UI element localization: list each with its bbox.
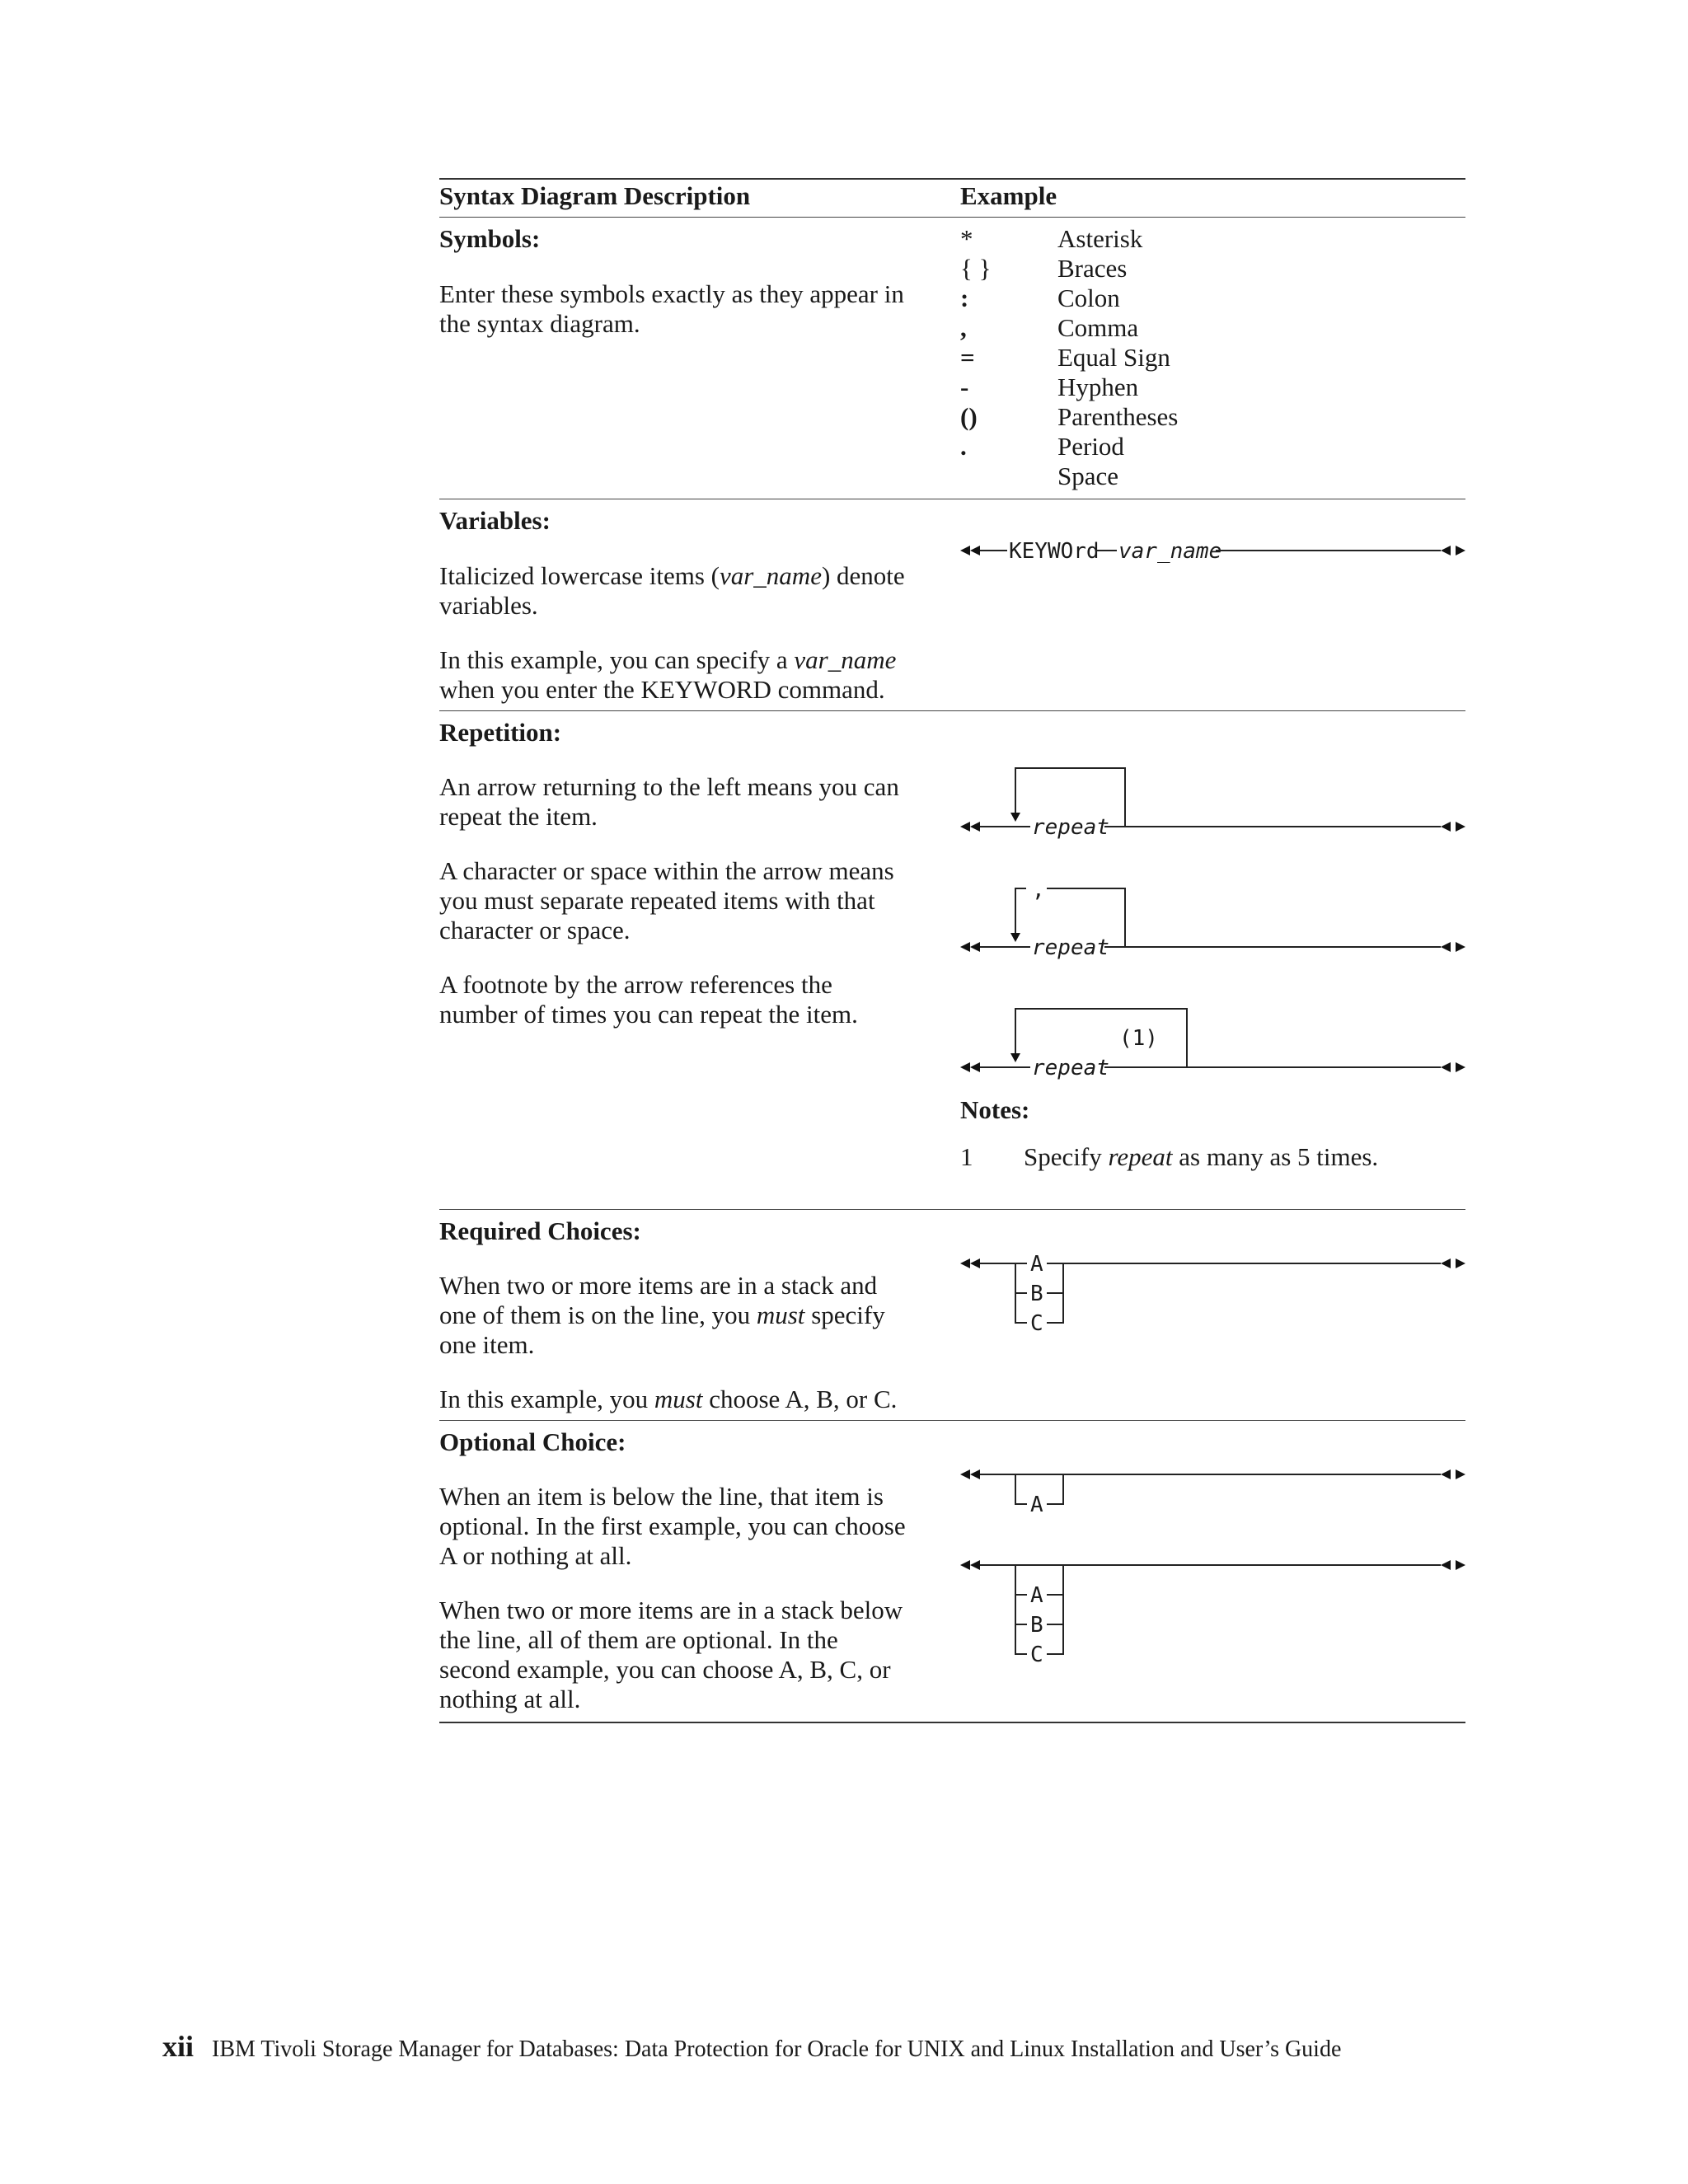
required-choices-diagram (960, 1252, 1465, 1336)
variables-diagram (960, 539, 1465, 564)
required-para2: In this example, you must choose A, B, or C. (439, 1385, 898, 1413)
col2-header: Example (960, 181, 1057, 210)
optional-para1-line1: When an item is below the line, that item is (439, 1482, 884, 1511)
repetition-para2-line1: A character or space within the arrow means (439, 856, 894, 885)
repetition-para3-line2: number of times you can repeat the item. (439, 1000, 858, 1029)
optional-para1-line2: optional. In the first example, you can choose (439, 1511, 906, 1540)
optional-choice-diagram-1 (960, 1469, 1465, 1517)
footnote-ref: (1) (1119, 1026, 1158, 1051)
optional-para1-line3: A or nothing at all. (439, 1541, 632, 1570)
symbol-glyph: = (960, 343, 975, 372)
variables-para1-line1: Italicized lowercase items (var_name) denote (439, 561, 905, 590)
required-para1-line2: one of them is on the line, you must specify (439, 1301, 885, 1329)
symbol-glyph: { } (960, 254, 992, 283)
variables-para2-line1: In this example, you can specify a var_name (439, 645, 897, 674)
optional-para2-line3: second example, you can choose A, B, C, or (439, 1655, 891, 1684)
page-number: xii (162, 2030, 195, 2063)
optional-para2-line2: the line, all of them are optional. In the (439, 1625, 838, 1654)
repetition-para2-line3: character or space. (439, 916, 631, 944)
optional-heading: Optional Choice: (439, 1427, 626, 1456)
choice-b-label: B (1030, 1282, 1043, 1306)
optional-para2-line4: nothing at all. (439, 1685, 581, 1713)
symbol-name: Period (1057, 432, 1124, 461)
col1-header: Syntax Diagram Description (439, 181, 751, 210)
var-name-label: var_name (1118, 539, 1222, 564)
choice-b-label: B (1030, 1613, 1043, 1638)
required-heading: Required Choices: (439, 1216, 641, 1245)
required-para1-line3: one item. (439, 1330, 535, 1359)
end-arrows (1441, 546, 1465, 555)
variables-heading: Variables: (439, 506, 551, 535)
symbol-glyph: : (960, 284, 969, 312)
symbol-glyph: . (960, 432, 967, 461)
optional-choice-diagram-2 (960, 1560, 1465, 1667)
repeat-label: repeat (1032, 935, 1109, 960)
variables-para1-line2: variables. (439, 591, 538, 620)
repetition-para1-line1: An arrow returning to the left means you can (439, 772, 899, 801)
symbols-desc-line2: the syntax diagram. (439, 309, 640, 338)
repetition-para2-line2: you must separate repeated items with that (439, 886, 875, 915)
repetition-heading: Repetition: (439, 718, 562, 747)
separator-label: , (1032, 878, 1045, 902)
note-number: 1 (960, 1142, 973, 1171)
symbol-name: Braces (1057, 254, 1128, 283)
notes-heading: Notes: (960, 1095, 1030, 1124)
repetition-para3-line1: A footnote by the arrow references the (439, 970, 832, 999)
page-footer (162, 2029, 1341, 2064)
symbols-desc-line1: Enter these symbols exactly as they appear in (439, 279, 904, 308)
repeat-label: repeat (1032, 1056, 1109, 1080)
symbol-glyph: * (960, 224, 973, 253)
note-text: Specify repeat as many as 5 times. (1024, 1142, 1379, 1171)
optional-para2-line1: When two or more items are in a stack below (439, 1596, 903, 1624)
choice-c-label: C (1030, 1311, 1043, 1336)
repeat-diagram-3 (960, 1009, 1465, 1080)
symbol-name: Equal Sign (1057, 343, 1170, 372)
variables-para2-line2: when you enter the KEYWORD command. (439, 675, 885, 704)
symbol-glyph: () (960, 402, 978, 431)
symbols-heading: Symbols: (439, 224, 541, 253)
required-para1-line1: When two or more items are in a stack and (439, 1271, 878, 1300)
repetition-para1-line2: repeat the item. (439, 802, 598, 831)
keyword-label: KEYWOrd (1009, 539, 1100, 564)
symbol-glyph: , (960, 313, 967, 342)
symbol-name: Space (1057, 462, 1119, 490)
footer-title: IBM Tivoli Storage Manager for Databases: Data Protection for Oracle for UNIX and Linux Installation and User’s Guide (212, 2036, 1342, 2062)
symbol-name: Comma (1057, 313, 1139, 342)
choice-a-label: A (1030, 1252, 1043, 1277)
symbol-glyph: - (960, 373, 969, 401)
repeat-diagram-1 (960, 768, 1465, 840)
choice-a-label: A (1030, 1493, 1043, 1517)
symbol-name: Colon (1057, 284, 1120, 312)
symbol-name: Asterisk (1057, 224, 1143, 253)
symbol-name: Hyphen (1057, 373, 1139, 401)
repeat-label: repeat (1032, 815, 1109, 840)
symbol-name: Parentheses (1057, 402, 1179, 431)
choice-c-label: C (1030, 1643, 1043, 1667)
repeat-diagram-2 (960, 878, 1465, 960)
start-arrows (960, 546, 980, 555)
choice-a-label: A (1030, 1583, 1043, 1608)
